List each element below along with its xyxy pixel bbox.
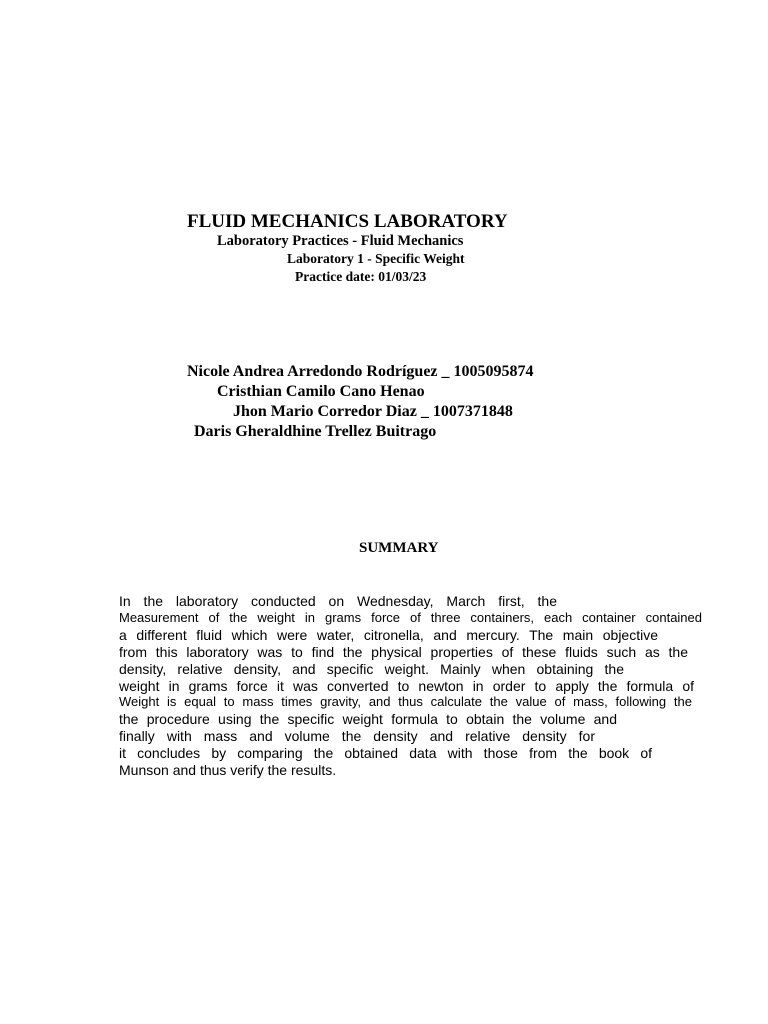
author-name: Cristhian Camilo Cano Henao: [217, 383, 425, 400]
author-name: Nicole Andrea Arredondo Rodríguez _ 1005095874: [187, 363, 534, 380]
summary-line: finally with mass and volume the density and relative density for: [119, 728, 595, 745]
author-name: Jhon Mario Corredor Diaz _ 1007371848: [233, 403, 513, 420]
author-name: Daris Gheraldhine Trellez Buitrago: [194, 423, 437, 440]
summary-body: [119, 593, 703, 779]
summary-heading: SUMMARY: [359, 540, 439, 556]
summary-line: In the laboratory conducted on Wednesday, March first, the: [119, 593, 557, 609]
summary-line: Measurement of the weight in grams force of three containers, each container contained: [119, 609, 702, 625]
summary-line: weight in grams force it was converted to newton in order to apply the formula of: [119, 677, 694, 694]
document-subtitle: Laboratory Practices - Fluid Mechanics: [217, 233, 464, 249]
summary-line: from this laboratory was to find the physical properties of these fluids such as the: [119, 643, 688, 660]
summary-line: Weight is equal to mass times gravity, and thus calculate the value of mass, following the: [119, 694, 692, 710]
summary-line: the procedure using the specific weight formula to obtain the volume and: [119, 711, 617, 728]
summary-line: a different fluid which were water, citronella, and mercury. The main objective: [119, 626, 658, 643]
document-title: FLUID MECHANICS LABORATORY: [187, 211, 508, 232]
practice-date: Practice date: 01/03/23: [295, 269, 427, 284]
lab-name: Laboratory 1 - Specific Weight: [287, 251, 465, 266]
summary-line: density, relative density, and specific weight. Mainly when obtaining the: [119, 660, 624, 677]
summary-line: it concludes by comparing the obtained data with those from the book of: [119, 745, 652, 762]
summary-line: Munson and thus verify the results.: [119, 762, 337, 779]
